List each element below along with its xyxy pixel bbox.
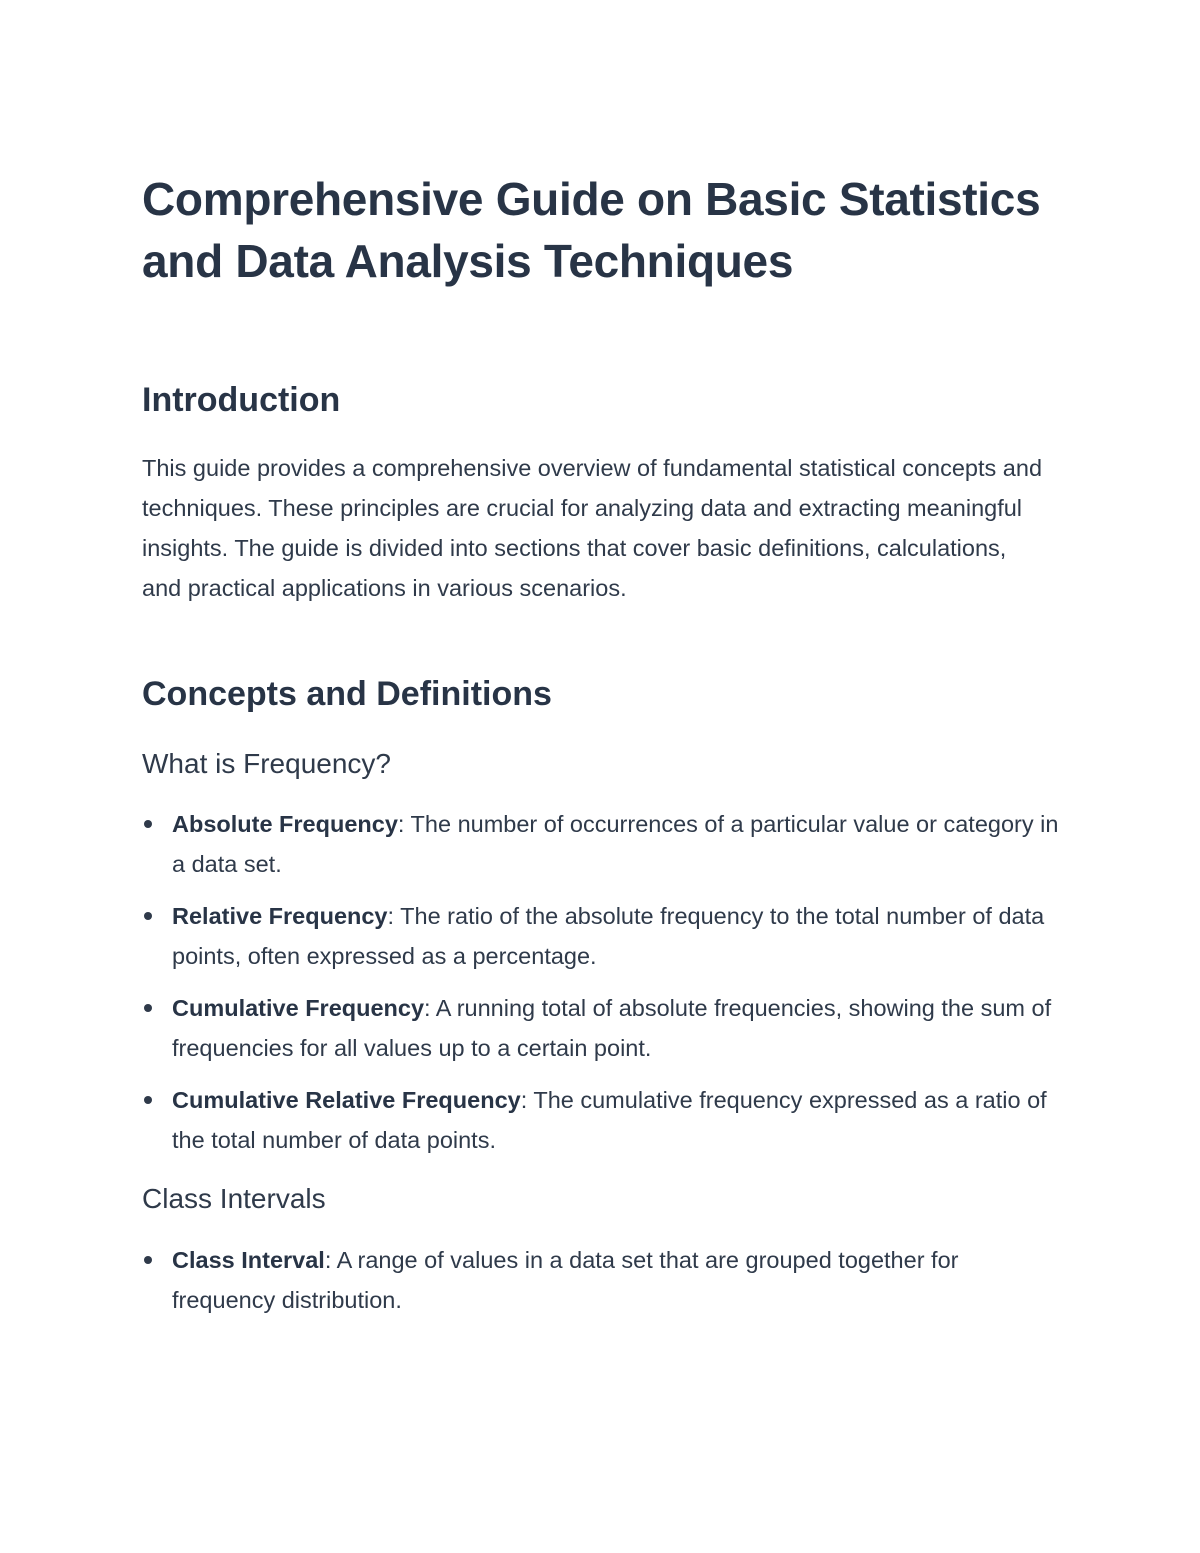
term-class-interval: Class Interval	[172, 1247, 325, 1273]
document-title: Comprehensive Guide on Basic Statistics and Data Analysis Techniques	[142, 173, 1041, 287]
frequency-list	[142, 804, 1062, 1172]
definition-absolute-frequency: : The number of occurrences of a particular value or category in a data set.	[172, 811, 1059, 877]
class-intervals-list	[142, 1240, 1062, 1332]
concepts-heading: Concepts and Definitions	[142, 675, 552, 713]
definition-relative-frequency: : The ratio of the absolute frequency to the total number of data points, often expressed as a percentage.	[172, 903, 1045, 969]
list-item	[142, 1240, 1062, 1320]
introduction-paragraph: This guide provides a comprehensive overview of fundamental statistical concepts and techniques. These principles are crucial for analyzing data and extracting meaningful insights. The guide is divided into sections that cover basic definitions, calculations, and practical applications in various scenarios.	[142, 455, 1043, 601]
term-relative-frequency: Relative Frequency	[172, 903, 388, 929]
bullet-icon	[144, 912, 152, 920]
term-absolute-frequency: Absolute Frequency	[172, 811, 398, 837]
definition-cumulative-frequency: : A running total of absolute frequencies, showing the sum of frequencies for all values up to a certain point.	[172, 995, 1052, 1061]
definition-cumulative-relative-frequency: : The cumulative frequency expressed as a ratio of the total number of data points.	[172, 1087, 1047, 1153]
list-item	[142, 896, 1062, 976]
list-item	[142, 1080, 1062, 1160]
term-cumulative-relative-frequency: Cumulative Relative Frequency	[172, 1087, 521, 1113]
list-item	[142, 804, 1062, 884]
bullet-icon	[144, 1004, 152, 1012]
frequency-heading: What is Frequency?	[142, 748, 391, 779]
definition-class-interval: : A range of values in a data set that are grouped together for frequency distribution.	[172, 1247, 959, 1313]
bullet-icon	[144, 1256, 152, 1264]
introduction-heading: Introduction	[142, 381, 341, 419]
list-item	[142, 988, 1062, 1068]
bullet-icon	[144, 1096, 152, 1104]
class-intervals-heading: Class Intervals	[142, 1183, 326, 1214]
term-cumulative-frequency: Cumulative Frequency	[172, 995, 425, 1021]
bullet-icon	[144, 820, 152, 828]
